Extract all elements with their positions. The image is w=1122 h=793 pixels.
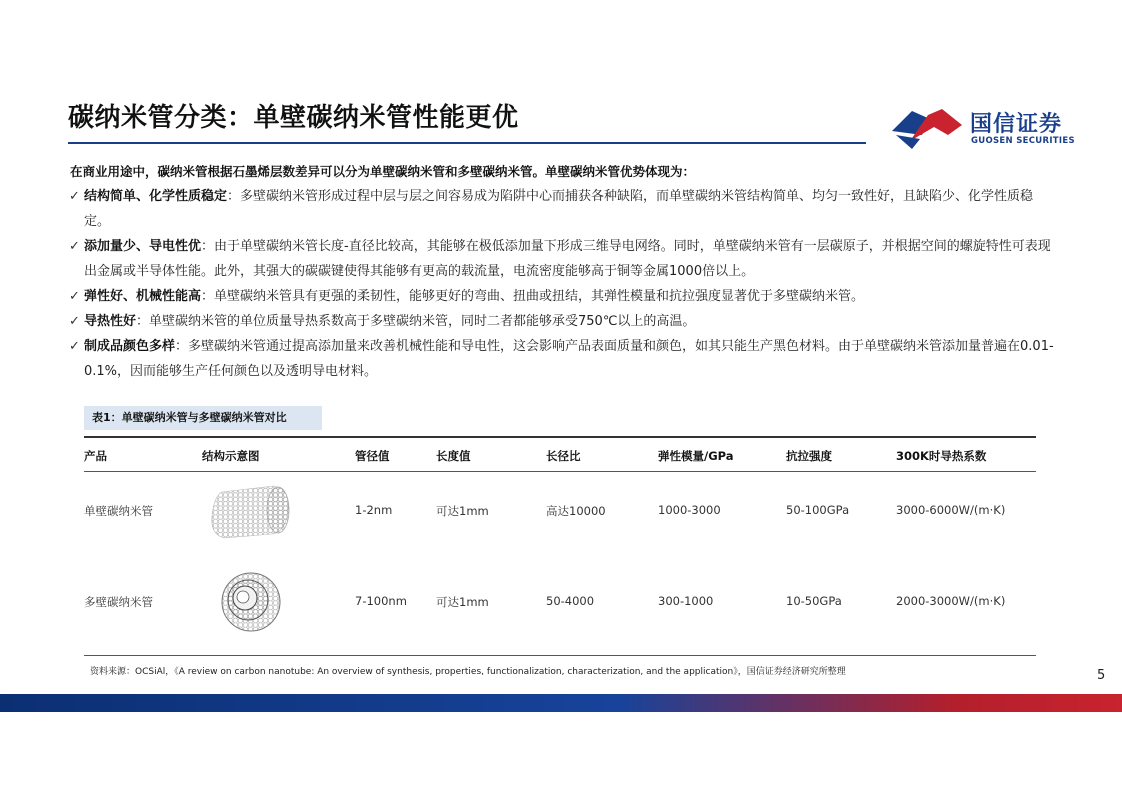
advantage-text: ：多壁碳纳米管形成过程中层与层之间容易成为陷阱中心而捕获各种缺陷，而单壁碳纳米管结构简单、均匀一致性好，且缺陷少、化学性质稳定。 xyxy=(84,189,1034,229)
header-ratio: 长径比 xyxy=(546,449,581,463)
cell-strength: 50-100GPa xyxy=(786,503,850,517)
single-wall-nanotube-image xyxy=(208,484,292,540)
check-icon: ✓ xyxy=(69,314,80,329)
cell-modulus: 1000-3000 xyxy=(658,503,721,517)
advantage-item xyxy=(68,334,1058,384)
header-conductivity: 300K时导热系数 xyxy=(896,449,987,463)
advantage-item xyxy=(68,284,1058,309)
multi-wall-nanotube-image xyxy=(218,570,284,634)
advantage-title: 添加量少、导电性优 xyxy=(84,239,202,254)
check-icon: ✓ xyxy=(69,339,80,354)
cell-length: 可达1mm xyxy=(436,595,489,609)
cell-product: 多壁碳纳米管 xyxy=(84,595,153,609)
footer-bar xyxy=(0,694,1122,712)
check-icon: ✓ xyxy=(69,189,80,204)
cell-strength: 10-50GPa xyxy=(786,594,842,608)
title-underline xyxy=(68,142,866,144)
advantage-text: ：单壁碳纳米管的单位质量导热系数高于多壁碳纳米管，同时二者都能够承受750℃以上的高温。 xyxy=(136,314,696,329)
check-icon: ✓ xyxy=(69,239,80,254)
header-length: 长度值 xyxy=(436,449,471,463)
advantage-text: ：多壁碳纳米管通过提高添加量来改善机械性能和导电性，这会影响产品表面质量和颜色，如其只能生产黑色材料。由于单壁碳纳米管添加量普遍在0.01-0.1%，因而能够生产任何颜色以及透明导电材料。 xyxy=(84,339,1054,379)
advantage-title: 结构简单、化学性质稳定 xyxy=(84,189,228,204)
advantage-list xyxy=(68,184,1058,384)
logo-english-name: GUOSEN SECURITIES xyxy=(971,136,1075,146)
check-icon: ✓ xyxy=(69,289,80,304)
advantage-text: ：由于单壁碳纳米管长度-直径比较高，其能够在极低添加量下形成三维导电网络。同时，单壁碳纳米管有一层碳原子，并根据空间的螺旋特性可表现出金属或半导体性能。此外，其强大的碳碳键使得其能够有更高的载流量，电流密度能够高于铜等金属1000倍以上。 xyxy=(84,239,1051,279)
guosen-logo xyxy=(890,103,1080,153)
cell-conductivity: 3000-6000W/(m·K) xyxy=(896,503,1006,517)
intro-text: 在商业用途中，碳纳米管根据石墨烯层数差异可以分为单壁碳纳米管和多壁碳纳米管。单壁碳纳米管优势体现为： xyxy=(70,164,696,179)
guosen-logo-icon xyxy=(890,105,966,151)
advantage-title: 弹性好、机械性能高 xyxy=(84,289,202,304)
header-product: 产品 xyxy=(84,449,107,463)
cell-diameter: 1-2nm xyxy=(355,503,393,517)
header-modulus: 弹性模量/GPa xyxy=(658,449,734,463)
table-top-rule xyxy=(84,436,1036,438)
cell-ratio: 50-4000 xyxy=(546,594,595,608)
header-diameter: 管径值 xyxy=(355,449,390,463)
table-caption: 表1：单壁碳纳米管与多壁碳纳米管对比 xyxy=(84,406,322,430)
source-note: 资料来源：OCSiAl，《A review on carbon nanotube: An overview of synthesis, properties, functionalization, characterization, and the application》，国信证券经济研究所整理 xyxy=(90,667,846,677)
advantage-item xyxy=(68,309,1058,334)
cell-ratio: 高达10000 xyxy=(546,504,606,518)
table-bottom-rule xyxy=(84,655,1036,656)
page-number: 5 xyxy=(1097,668,1106,683)
advantage-text: ：单壁碳纳米管具有更强的柔韧性，能够更好的弯曲、扭曲或扭结，其弹性模量和抗拉强度显著优于多壁碳纳米管。 xyxy=(201,289,865,304)
advantage-item xyxy=(68,184,1058,234)
logo-chinese-name: 国信证券 xyxy=(970,112,1063,137)
advantage-item xyxy=(68,234,1058,284)
cell-diameter: 7-100nm xyxy=(355,594,407,608)
header-structure: 结构示意图 xyxy=(202,449,260,463)
cell-conductivity: 2000-3000W/(m·K) xyxy=(896,594,1006,608)
cell-product: 单壁碳纳米管 xyxy=(84,504,153,518)
table-header-rule xyxy=(84,471,1036,472)
cell-modulus: 300-1000 xyxy=(658,594,714,608)
slide-title: 碳纳米管分类：单壁碳纳米管性能更优 xyxy=(68,103,519,133)
advantage-title: 导热性好 xyxy=(84,314,137,329)
header-strength: 抗拉强度 xyxy=(786,449,832,463)
cell-length: 可达1mm xyxy=(436,504,489,518)
advantage-title: 制成品颜色多样 xyxy=(84,339,176,354)
